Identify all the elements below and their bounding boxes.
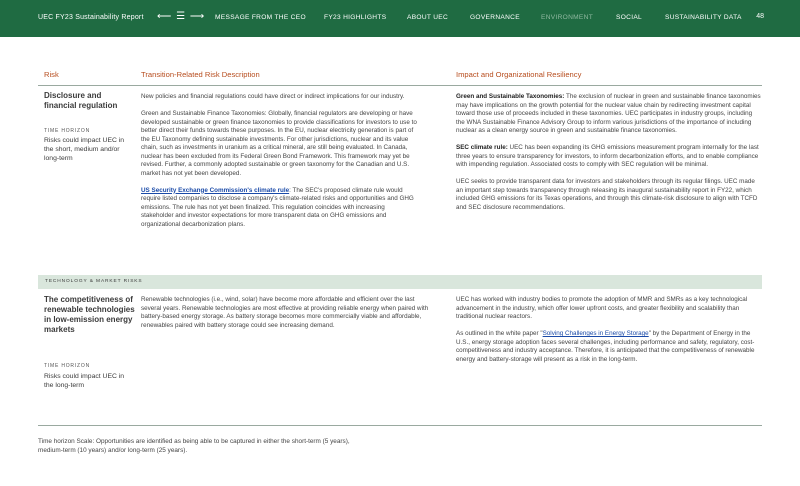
row2-impact bbox=[456, 296, 762, 373]
paragraph-text: As outlined in the white paper " bbox=[456, 330, 543, 337]
paragraph-text: The exclusion of nuclear in green and sustainable finance taxonomies may have implications on the growth potential for the nuclear value chain by redirecting investment capital toward those use of proceeds included in these taxonomies. UEC participates in industry groups, including the WNA Sustainable Finance Advisory Group to inform various jurisdictions of the importance of including nuclear as a clean energy source in green and sustainable finance taxonomies. bbox=[456, 93, 761, 134]
paragraph bbox=[141, 187, 417, 230]
time-horizon-text: Risks could impact UEC in the long-term bbox=[44, 373, 125, 389]
header-divider bbox=[38, 85, 762, 86]
column-header-description: Transition-Related Risk Description bbox=[141, 70, 260, 79]
section-nav bbox=[215, 14, 742, 21]
report-title: UEC FY23 Sustainability Report bbox=[38, 14, 144, 21]
time-horizon-label: TIME HORIZON bbox=[44, 128, 90, 134]
bold-heading: SEC climate rule: bbox=[456, 144, 508, 151]
risk-title-renewables: The competitiveness of renewable technologies in low-emission energy markets bbox=[44, 295, 135, 334]
nav-message-from-ceo[interactable]: MESSAGE FROM THE CEO bbox=[215, 14, 306, 21]
white-paper-link[interactable]: Solving Challenges in Energy Storage bbox=[542, 330, 649, 337]
paragraph: New policies and financial regulations could have direct or indirect implications for our industry. bbox=[141, 93, 405, 100]
footnote: Time horizon Scale: Opportunities are identified as being able to be captured in either the short-term (5 years), medium-term (10 years) and/or long-term (25 years). bbox=[38, 438, 350, 454]
nav-about-uec[interactable]: ABOUT UEC bbox=[407, 14, 449, 21]
sec-climate-rule-link[interactable]: US Security Exchange Commission's climate rule bbox=[141, 186, 290, 194]
column-header-impact: Impact and Organizational Resiliency bbox=[456, 70, 582, 79]
section-band bbox=[38, 275, 762, 289]
paragraph-text: " by the Department of Energy in the U.S., energy storage adoption faces several challenges, including performance and safety, regulatory, cost-competitiveness and industry acceptance. Therefore, it is anticipated that the competitiveness of renewable energy and battery-storage will present as a risk in the long-term. bbox=[456, 330, 755, 363]
time-horizon-label: TIME HORIZON bbox=[44, 363, 90, 369]
table-bottom-divider bbox=[38, 425, 762, 426]
page-nav-arrows[interactable]: ⟵ ☰ ⟶ bbox=[157, 11, 206, 22]
section-band-label: TECHNOLOGY & MARKET RISKS bbox=[45, 279, 143, 284]
row1-description bbox=[141, 93, 417, 238]
nav-fy23-highlights[interactable]: FY23 HIGHLIGHTS bbox=[324, 14, 387, 21]
paragraph bbox=[456, 330, 762, 364]
nav-sustainability-data[interactable]: SUSTAINABILITY DATA bbox=[665, 14, 742, 21]
paragraph: UEC has worked with industry bodies to promote the adoption of MMR and SMRs as a key technological advancement in the industry, which offer lower upfront costs, and greater flexibility and scalability than traditional nuclear reactors. bbox=[456, 296, 748, 320]
column-header-risk: Risk bbox=[44, 70, 59, 79]
paragraph-text: : The SEC's proposed climate rule would require listed companies to disclose a company's climate-related risks and opportunities and GHG emissions. The rule has not yet been finalized. This regulation coincides with increasing stakeholder and investor expectations for more transparent data on GHG emissions and organizational decarbonization plans. bbox=[141, 186, 414, 228]
top-navigation-bar bbox=[0, 0, 800, 37]
paragraph: Green and Sustainable Finance Taxonomies: Globally, financial regulators are developing or have developed sustainable or green finance taxonomies to provide classifications for investors to use to better direct their funds towards these purposes. In the EU, nuclear electricity generation is part of the EU Taxonomy defining sustainable investments. For other jurisdictions, nuclear and its value chain, such as investments in uranium as a critical mineral, are still being evaluated. In Canada, nuclear has been excluded from its Federal Green Bond Framework. This framework may yet be revised. Further, a commonly adopted sustainable or green taxonomy for the Canadian and U.S. market has not yet been developed. bbox=[141, 110, 417, 177]
paragraph bbox=[456, 93, 762, 136]
row1-impact bbox=[456, 93, 762, 221]
paragraph bbox=[456, 144, 762, 170]
paragraph: Renewable technologies (i.e., wind, solar) have become more affordable and efficient over the last several years. Renewable technologies are most effective at providing reliable energy when paired with battery-based energy storage. As battery storage becomes more commercially viable and affordable, renewables paired with battery storage could see increasing demand. bbox=[141, 296, 429, 329]
page-number: 48 bbox=[756, 13, 764, 20]
risk-title-disclosure: Disclosure and financial regulation bbox=[44, 91, 118, 110]
time-horizon-text: Risks could impact UEC in the short, medium and/or long-term bbox=[44, 137, 125, 162]
nav-environment[interactable]: ENVIRONMENT bbox=[541, 14, 594, 21]
nav-social[interactable]: SOCIAL bbox=[616, 14, 642, 21]
paragraph: UEC seeks to provide transparent data for investors and stakeholders through its regular filings. UEC made an important step towards transparency through releasing its inaugural sustainability report in FY22, which included GHG emissions for its Texas operations, and through this climate-risk disclosure to align with TCFD and SEC disclosure recommendations. bbox=[456, 178, 758, 211]
paragraph-text: UEC has been expanding its GHG emissions measurement program internally for the last three years to ensure transparency for investors, to inform decarbonization efforts, and to enable compliance with impending regulation. Associated costs to comply with SEC regulation will be minimal. bbox=[456, 144, 759, 168]
bold-heading: Green and Sustainable Taxonomies: bbox=[456, 93, 565, 100]
row2-description bbox=[141, 296, 429, 339]
nav-governance[interactable]: GOVERNANCE bbox=[470, 14, 520, 21]
